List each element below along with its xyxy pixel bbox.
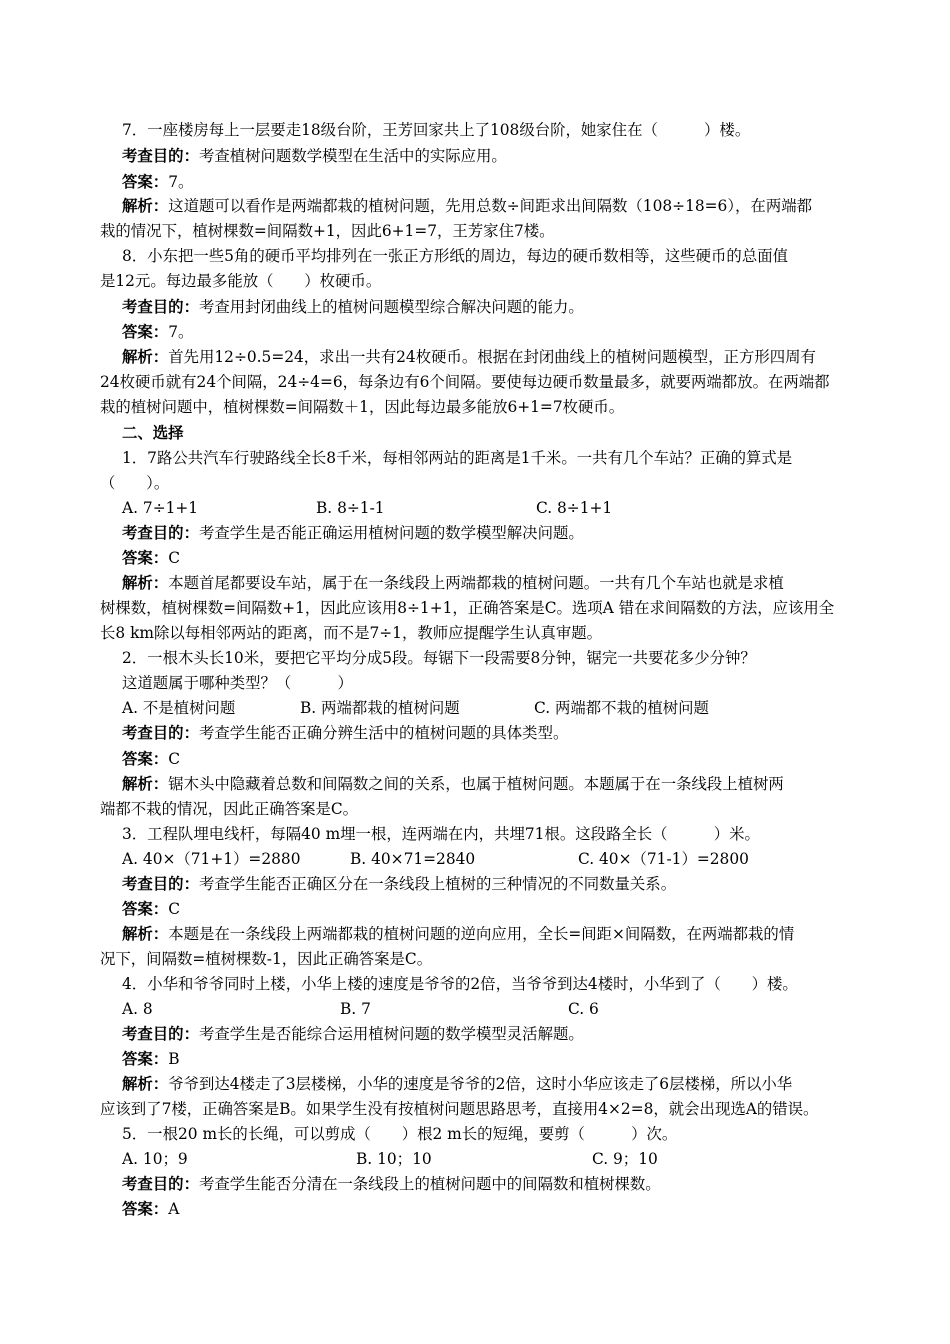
s2q3-purpose: 考查目的：考查学生能否正确区分在一条线段上植树的三种情况的不同数量关系。 (122, 875, 677, 893)
s2q5-option-a: A. 10；9 (122, 1150, 188, 1168)
q7-analysis: 解析：这道题可以看作是两端都栽的植树问题，先用总数÷间距求出间隔数（108÷18=6），在两端都 (122, 197, 812, 215)
section-heading: 二、选择 (122, 424, 184, 442)
s2q1-answer: 答案：C (122, 549, 180, 567)
s2q2-purpose: 考查目的：考查学生能否正确分辨生活中的植树问题的具体类型。 (122, 724, 569, 742)
s2q3-stem: 3．工程队埋电线杆，每隔40 m埋一根，连两端在内，共埋71根。这段路全长（ ）米。 (122, 825, 760, 843)
s2q1-stem: 1．7路公共汽车行驶路线全长8千米，每相邻两站的距离是1千米。一共有几个车站？正确的算式是 (122, 449, 793, 467)
s2q3-option-a: A. 40×（71+1）=2880 (122, 850, 301, 868)
q8-analysis-cont1: 24枚硬币就有24个间隔，24÷4=6，每条边有6个间隔。要使每边硬币数量最多，就要两端都放。在两端都 (100, 373, 830, 391)
s2q5-answer: 答案：A (122, 1200, 180, 1218)
s2q1-option-b: B. 8÷1-1 (316, 499, 385, 517)
q8-purpose: 考查目的：考查用封闭曲线上的植树问题模型综合解决问题的能力。 (122, 298, 584, 316)
s2q1-stem-cont: （ ）。 (100, 474, 170, 492)
s2q1-analysis-cont2: 长8 km除以每相邻两站的距离，而不是7÷1，教师应提醒学生认真审题。 (100, 624, 603, 642)
q8-analysis: 解析：首先用12÷0.5=24，求出一共有24枚硬币。根据在封闭曲线上的植树问题模型，正方形四周有 (122, 348, 816, 366)
s2q5-stem: 5．一根20 m长的长绳，可以剪成（ ）根2 m长的短绳，要剪（ ）次。 (122, 1125, 678, 1143)
q8-answer: 答案：7。 (122, 323, 194, 341)
s2q3-option-b: B. 40×71=2840 (350, 850, 476, 868)
s2q3-option-c: C. 40×（71-1）=2800 (578, 850, 749, 868)
s2q1-purpose: 考查目的：考查学生是否能正确运用植树问题的数学模型解决问题。 (122, 524, 584, 542)
s2q3-options (100, 849, 860, 869)
s2q2-analysis: 解析：锯木头中隐藏着总数和间隔数之间的关系，也属于植树问题。本题属于在一条线段上植树两 (122, 775, 784, 793)
s2q3-answer: 答案：C (122, 900, 180, 918)
s2q4-options (100, 999, 860, 1019)
s2q2-options (100, 698, 860, 718)
s2q2-stem-cont: 这道题属于哪种类型？（ ） (122, 674, 353, 692)
s2q5-options (100, 1149, 860, 1169)
s2q2-option-a: A. 不是植树问题 (122, 699, 236, 717)
s2q2-analysis-cont: 端都不栽的情况，因此正确答案是C。 (100, 800, 359, 818)
q8-stem-cont: 是12元。每边最多能放（ ）枚硬币。 (100, 272, 382, 290)
s2q4-purpose: 考查目的：考查学生是否能综合运用植树问题的数学模型灵活解题。 (122, 1025, 584, 1043)
q7-analysis-cont: 栽的情况下，植树棵数=间隔数+1，因此6+1=7，王芳家住7楼。 (100, 222, 555, 240)
s2q4-stem: 4．小华和爷爷同时上楼，小华上楼的速度是爷爷的2倍，当爷爷到达4楼时，小华到了（ ）楼。 (122, 975, 798, 993)
s2q1-analysis: 解析：本题首尾都要设车站，属于在一条线段上两端都栽的植树问题。一共有几个车站也就是求植 (122, 574, 784, 592)
s2q2-stem: 2．一根木头长10米，要把它平均分成5段。每锯下一段需要8分钟，锯完一共要花多少分钟？ (122, 649, 756, 667)
s2q2-option-b: B. 两端都栽的植树问题 (300, 699, 460, 717)
s2q4-option-b: B. 7 (340, 1000, 371, 1018)
s2q5-option-c: C. 9；10 (592, 1150, 658, 1168)
s2q4-option-a: A. 8 (122, 1000, 153, 1018)
s2q3-analysis-cont: 况下，间隔数=植树棵数-1，因此正确答案是C。 (100, 950, 433, 968)
s2q1-analysis-cont1: 树棵数，植树棵数=间隔数+1，因此应该用8÷1+1，正确答案是C。选项A 错在求间隔数的方法，应该用全 (100, 599, 835, 617)
s2q1-option-c: C. 8÷1+1 (536, 499, 613, 517)
q8-analysis-cont2: 栽的植树问题中，植树棵数=间隔数＋1，因此每边最多能放6+1=7枚硬币。 (100, 398, 625, 416)
q7-stem: 7．一座楼房每上一层要走18级台阶，王芳回家共上了108级台阶，她家住在（ ）楼。 (122, 121, 751, 139)
s2q4-analysis: 解析：爷爷到达4楼走了3层楼梯，小华的速度是爷爷的2倍，这时小华应该走了6层楼梯，所以小华 (122, 1075, 793, 1093)
q7-answer: 答案：7。 (122, 173, 194, 191)
s2q4-analysis-cont: 应该到了7楼，正确答案是B。如果学生没有按植树问题思路思考，直接用4×2=8，就会出现选A的错误。 (100, 1100, 819, 1118)
s2q4-answer: 答案：B (122, 1050, 180, 1068)
s2q5-option-b: B. 10；10 (356, 1150, 432, 1168)
s2q1-options (100, 498, 860, 518)
s2q2-answer: 答案：C (122, 750, 180, 768)
s2q1-option-a: A. 7÷1+1 (122, 499, 199, 517)
q8-stem: 8．小东把一些5角的硬币平均排列在一张正方形纸的周边，每边的硬币数相等，这些硬币的总面值 (122, 247, 788, 265)
s2q3-analysis: 解析：本题是在一条线段上两端都栽的植树问题的逆向应用，全长=间距×间隔数，在两端都栽的情 (122, 925, 795, 943)
s2q5-purpose: 考查目的：考查学生能否分清在一条线段上的植树问题中的间隔数和植树棵数。 (122, 1175, 661, 1193)
q7-purpose: 考查目的：考查植树问题数学模型在生活中的实际应用。 (122, 147, 507, 165)
s2q2-option-c: C. 两端都不栽的植树问题 (534, 699, 709, 717)
s2q4-option-c: C. 6 (568, 1000, 599, 1018)
